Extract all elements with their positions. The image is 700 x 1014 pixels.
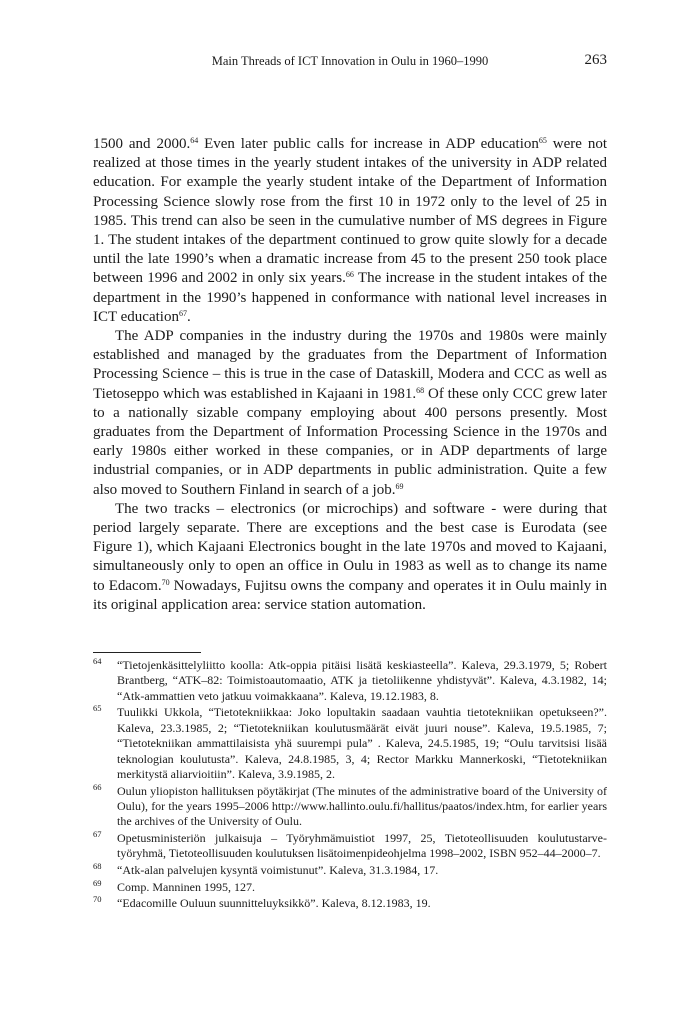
footnote-text: “Edacomille Ouluun suunnitteluyksikkö”. Kaleva, 8.12.1983, 19. bbox=[117, 896, 431, 911]
footnote-ref-67: 67 bbox=[178, 308, 187, 318]
footnote-number: 65 bbox=[93, 703, 102, 714]
body-text bbox=[93, 135, 607, 615]
paragraph-2 bbox=[93, 327, 607, 500]
text-run: The increase in the student intakes of the department in the 1990’s happened in conformance with national level increases in ICT education bbox=[93, 270, 608, 325]
footnote-64 bbox=[93, 658, 607, 704]
text-run: were not realized at those times in the yearly student intakes of the university in ADP related education. For example the yearly student intake of the Department of Information Processing Science slowly rose from the first 10 in 1972 only to the level of 25 in 1985. This trend can also be seen in the cumulative number of MS degrees in Figure 1. The student intakes of the department continued to grow quite slowly for a decade until the late 1990’s when a dramatic increase from 45 to the present 250 took place between 1996 and 2002 in only six years. bbox=[93, 136, 608, 287]
footnote-text: “Atk-alan palvelujen kysyntä voimistunut”. Kaleva, 31.3.1984, 17. bbox=[117, 863, 439, 878]
footnote-separator bbox=[93, 652, 201, 653]
text-run: . bbox=[186, 308, 191, 325]
footnote-65 bbox=[93, 705, 607, 782]
footnote-text: Opetusministeriön julkaisuja – Työryhmämuistiot 1997, 25, Tietoteollisuuden koulutustarve-työryhmä, Tietoteollisuuden koulutuksen lisätoimenpideohjelma 1998–2002, ISBN 952–44–2000–7. bbox=[117, 831, 607, 861]
footnote-ref-70: 70 bbox=[161, 577, 170, 587]
footnote-ref-65: 65 bbox=[538, 136, 547, 145]
footnote-67 bbox=[93, 831, 607, 862]
text-run: Nowadays, Fujitsu owns the company and operates it in Oulu mainly in its original application area: service station automation. bbox=[93, 577, 607, 613]
footnote-ref-64: 64 bbox=[190, 136, 199, 145]
footnote-number: 70 bbox=[93, 894, 102, 905]
paragraph-3 bbox=[93, 500, 607, 615]
footnote-text: Comp. Manninen 1995, 127. bbox=[117, 879, 255, 894]
text-run: 1500 and 2000. bbox=[93, 136, 191, 152]
footnote-68 bbox=[93, 863, 607, 878]
footnote-number: 67 bbox=[93, 829, 102, 840]
text-run: The two tracks – electronics (or microchips) and software - were during that period largely separate. There are exceptions and the best case is Eurodata (see Figure 1), which Kajaani Electronics bought in the late 1970s and moved to Kajaani, simultaneously only to open an office in Oulu in 1983 as well as to change its name to Edacom. bbox=[93, 500, 607, 594]
footnote-69 bbox=[93, 877, 607, 895]
footnote-text: “Tietojenkäsittelyliitto koolla: Atk-oppia pitäisi lisätä keskiasteella”. Kaleva, 29.3.1979, 5; Robert Brantberg, “ATK–82: Toimistoautomaatio, ATK ja tietoliikenne yhdistyvät”. Kaleva, 4.3.1982, 14; “Atk-ammattien veto jatkuu voimakkaana”. Kaleva, 19.12.1983, 8. bbox=[117, 658, 607, 703]
text-run: The ADP companies in the industry during the 1970s and 1980s were mainly established and managed by the graduates from the Department of Information Processing Science – this is true in the case of Dataskill, Modera and CCC as well as Tietoseppo which was established in Kajaani in 1981. bbox=[93, 328, 607, 402]
footnote-number: 64 bbox=[93, 656, 102, 666]
page-number: 263 bbox=[584, 52, 607, 68]
footnote-ref-68: 68 bbox=[416, 385, 425, 395]
footnote-70 bbox=[93, 896, 607, 911]
footnote-number: 69 bbox=[93, 877, 102, 888]
footnote-text: Oulun yliopiston hallituksen pöytäkirjat (The minutes of the administrative board of the University of Oulu), for the years 1995–2006 http://www.hallinto.oulu.fi/hallitus/paatos/index.htm, for earlier years the archives of the University of Oulu. bbox=[117, 783, 607, 829]
footnote-ref-69: 69 bbox=[395, 481, 404, 491]
paragraph-1 bbox=[93, 135, 607, 327]
footnotes bbox=[93, 658, 607, 913]
footnote-number: 66 bbox=[93, 781, 102, 792]
footnote-text: Tuulikki Ukkola, “Tietotekniikkaa: Joko lopultakin saadaan vauhtia tietotekniikan opetukseen?”. Kaleva, 23.3.1985, 2; “Tietotekniikan koulutusmäärät eivät juuri nouse”. Kaleva, 19.5.1985, 7; “Tietotekniikan ammattilaisista yhä suurempi pula” . Kaleva, 24.5.1985, 19; “Oulu tarvitsisi lisää teknologian koulutusta”. Kaleva, 24.8.1985, 3, 4; Rector Markku Mannerkoski, “Tietotekniikan merkitystä aliarvioitiin”. Kaleva, 3.9.1985, 2. bbox=[117, 705, 607, 782]
text-run: Even later public calls for increase in ADP education bbox=[198, 136, 539, 152]
footnote-number: 68 bbox=[93, 861, 102, 872]
text-run: Of these only CCC grew later to a nationally sizable company employing about 400 persons presently. Most graduates from the Department of Information Processing Science in the 1970s and early 1980s either worked in these companies, or in ADP departments of large industrial companies, or in ADP departments in public administration. Quite a few also moved to Southern Finland in search of a job. bbox=[93, 385, 608, 498]
footnote-66 bbox=[93, 781, 607, 830]
footnote-ref-66: 66 bbox=[345, 270, 354, 280]
running-title: Main Threads of ICT Innovation in Oulu in 1960–1990 bbox=[211, 54, 489, 68]
